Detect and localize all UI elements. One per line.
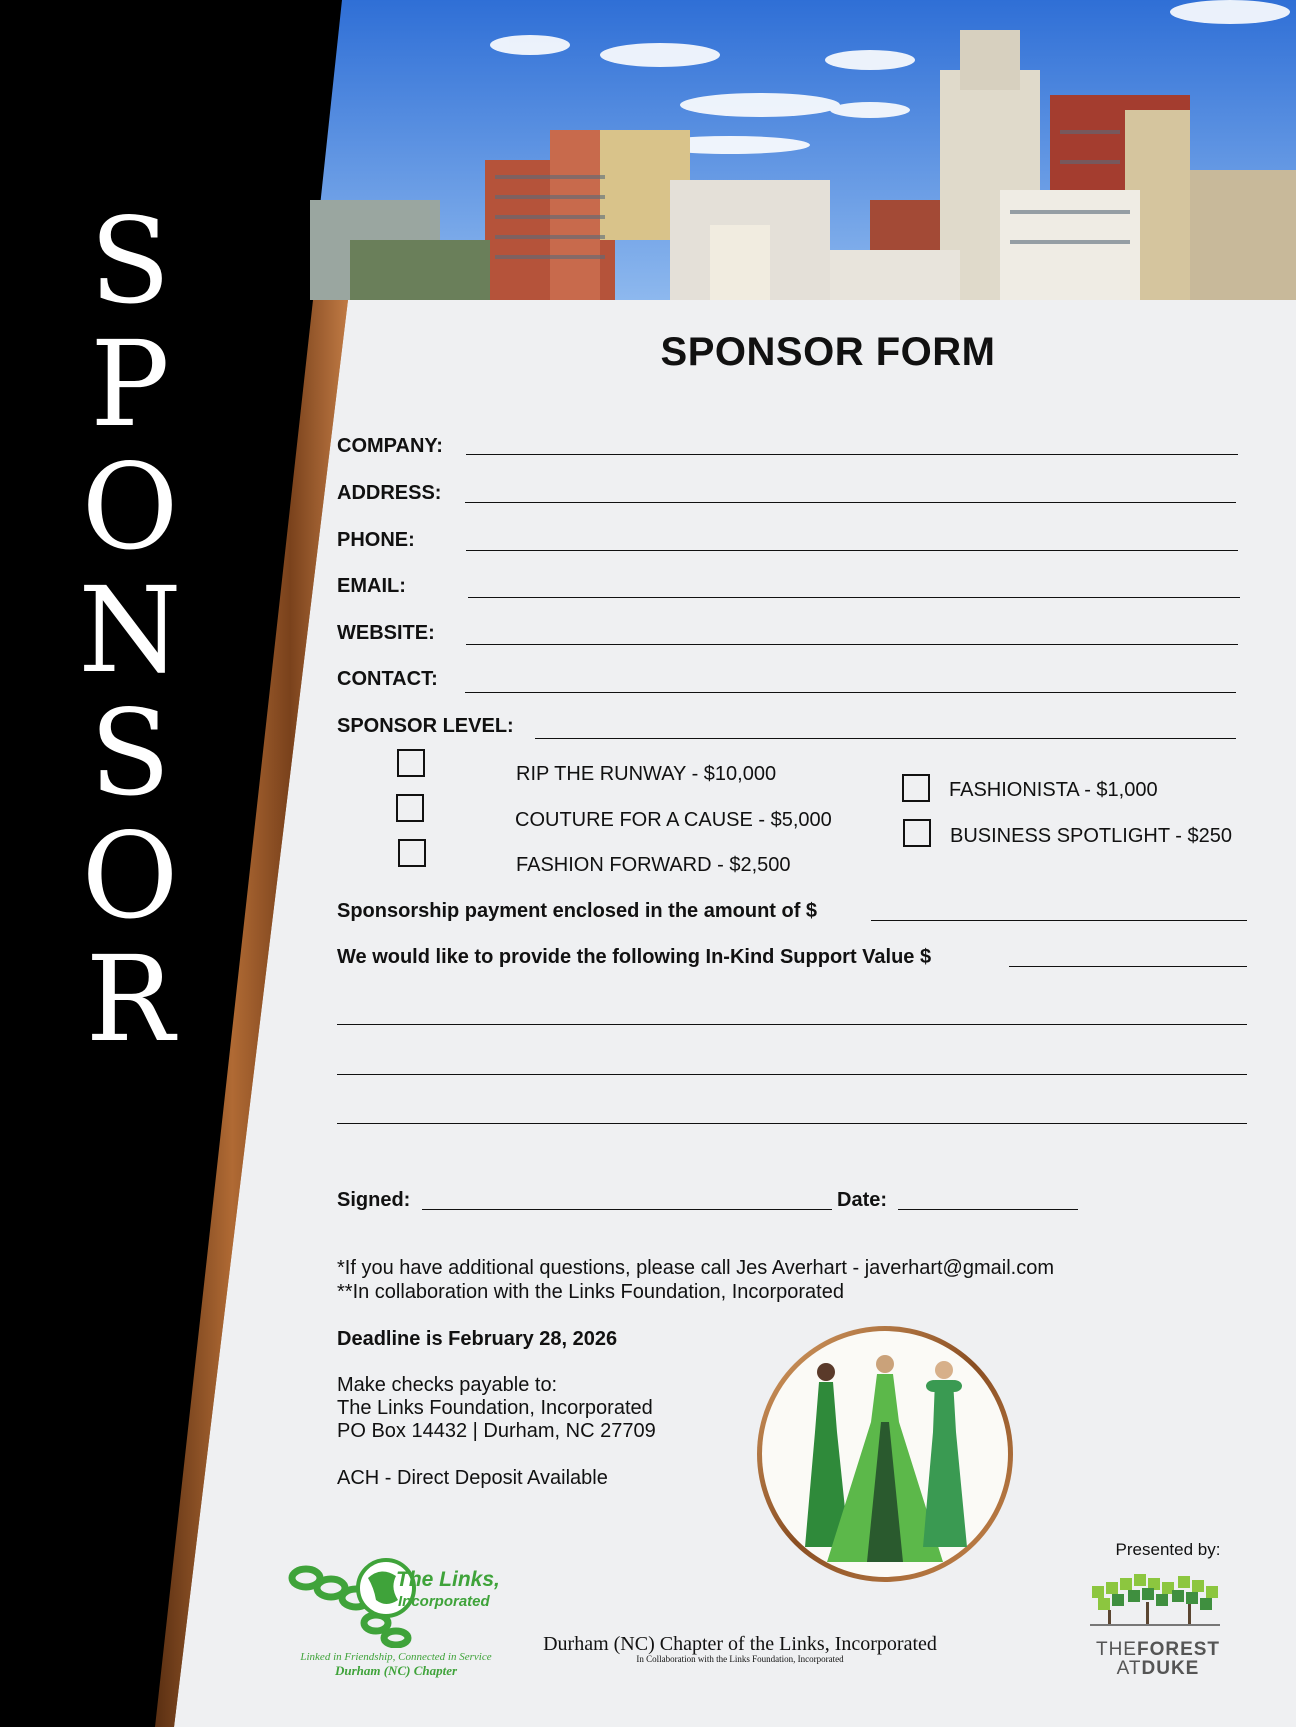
email-label: EMAIL: bbox=[337, 575, 406, 597]
payment-line[interactable] bbox=[871, 920, 1247, 921]
contact-label: CONTACT: bbox=[337, 668, 438, 690]
forest-word-2: FOREST bbox=[1136, 1639, 1221, 1660]
banner-letter: S bbox=[89, 192, 171, 330]
ach-note: ACH - Direct Deposit Available bbox=[337, 1467, 608, 1489]
links-name-2: Incorporated bbox=[398, 1593, 490, 1610]
inkind-line-2[interactable] bbox=[337, 1074, 1247, 1075]
website-line[interactable] bbox=[466, 644, 1238, 645]
company-label: COMPANY: bbox=[337, 435, 443, 457]
forward-checkbox[interactable] bbox=[398, 839, 426, 867]
banner-letter: N bbox=[78, 561, 182, 699]
inkind-line-1[interactable] bbox=[337, 1024, 1247, 1025]
phone-line[interactable] bbox=[466, 550, 1238, 551]
forest-word-3: AT bbox=[1116, 1658, 1142, 1679]
sponsor-level-label: SPONSOR LEVEL: bbox=[337, 715, 514, 737]
fashionista-checkbox[interactable] bbox=[902, 774, 930, 802]
checks-note-2: The Links Foundation, Incorporated bbox=[337, 1397, 653, 1419]
forest-trees-icon bbox=[1088, 1572, 1228, 1632]
links-chain-icon bbox=[286, 1548, 506, 1648]
checks-note-1: Make checks payable to: bbox=[337, 1374, 558, 1396]
banner-letter: S bbox=[89, 684, 171, 822]
sponsor-vertical-text bbox=[30, 192, 230, 1068]
chapter-collab: In Collaboration with the Links Foundation, Incorporated bbox=[636, 1654, 844, 1664]
signed-label: Signed: bbox=[337, 1189, 411, 1211]
forest-word-1: THE bbox=[1095, 1639, 1137, 1660]
deadline-note: Deadline is February 28, 2026 bbox=[337, 1328, 618, 1350]
company-line[interactable] bbox=[466, 454, 1238, 455]
banner-letter: P bbox=[90, 315, 170, 453]
contact-line[interactable] bbox=[465, 692, 1236, 693]
links-chapter: Durham (NC) Chapter bbox=[334, 1663, 458, 1678]
address-line[interactable] bbox=[465, 502, 1236, 503]
spotlight-option: BUSINESS SPOTLIGHT - $250 bbox=[950, 825, 1232, 847]
chapter-footer bbox=[480, 1633, 1000, 1664]
couture-checkbox[interactable] bbox=[396, 794, 424, 822]
banner-letter: O bbox=[81, 438, 179, 576]
links-name-1: The Links, bbox=[396, 1568, 500, 1591]
payment-label: Sponsorship payment enclosed in the amount of $ bbox=[337, 900, 818, 922]
spotlight-checkbox[interactable] bbox=[903, 819, 931, 847]
links-tagline: Linked in Friendship, Connected in Service bbox=[300, 1651, 492, 1663]
inkind-line-3[interactable] bbox=[337, 1123, 1247, 1124]
questions-note: *If you have additional questions, please call Jes Averhart - javerhart@gmail.com bbox=[337, 1257, 1054, 1279]
runway-option: RIP THE RUNWAY - $10,000 bbox=[516, 763, 777, 785]
fashionista-option: FASHIONISTA - $1,000 bbox=[949, 779, 1158, 801]
forest-at-duke-logo bbox=[1088, 1640, 1228, 1678]
date-line[interactable] bbox=[898, 1209, 1078, 1210]
website-label: WEBSITE: bbox=[337, 622, 435, 644]
presented-by-label: Presented by: bbox=[1115, 1540, 1221, 1559]
sponsor-level-line[interactable] bbox=[535, 738, 1236, 739]
couture-option: COUTURE FOR A CAUSE - $5,000 bbox=[515, 809, 832, 831]
inkind-line[interactable] bbox=[1009, 966, 1247, 967]
banner-letter: R bbox=[85, 930, 175, 1068]
form-title: SPONSOR FORM bbox=[660, 330, 996, 374]
address-label: ADDRESS: bbox=[337, 482, 442, 504]
banner-letter: O bbox=[81, 807, 179, 945]
chapter-name: Durham (NC) Chapter of the Links, Incorporated bbox=[543, 1633, 937, 1655]
email-line[interactable] bbox=[468, 597, 1240, 598]
date-label: Date: bbox=[837, 1189, 888, 1211]
city-skyline-image bbox=[310, 0, 1296, 300]
checks-note-3: PO Box 14432 | Durham, NC 27709 bbox=[337, 1420, 656, 1442]
fashion-illustration-image bbox=[753, 1322, 1017, 1586]
inkind-label: We would like to provide the following In-Kind Support Value $ bbox=[337, 946, 932, 968]
runway-checkbox[interactable] bbox=[397, 749, 425, 777]
forest-word-4: DUKE bbox=[1141, 1658, 1200, 1679]
phone-label: PHONE: bbox=[337, 529, 415, 551]
collab-note: **In collaboration with the Links Foundation, Incorporated bbox=[337, 1281, 844, 1303]
forward-option: FASHION FORWARD - $2,500 bbox=[516, 854, 791, 876]
links-logo bbox=[286, 1548, 506, 1688]
signed-line[interactable] bbox=[422, 1209, 832, 1210]
